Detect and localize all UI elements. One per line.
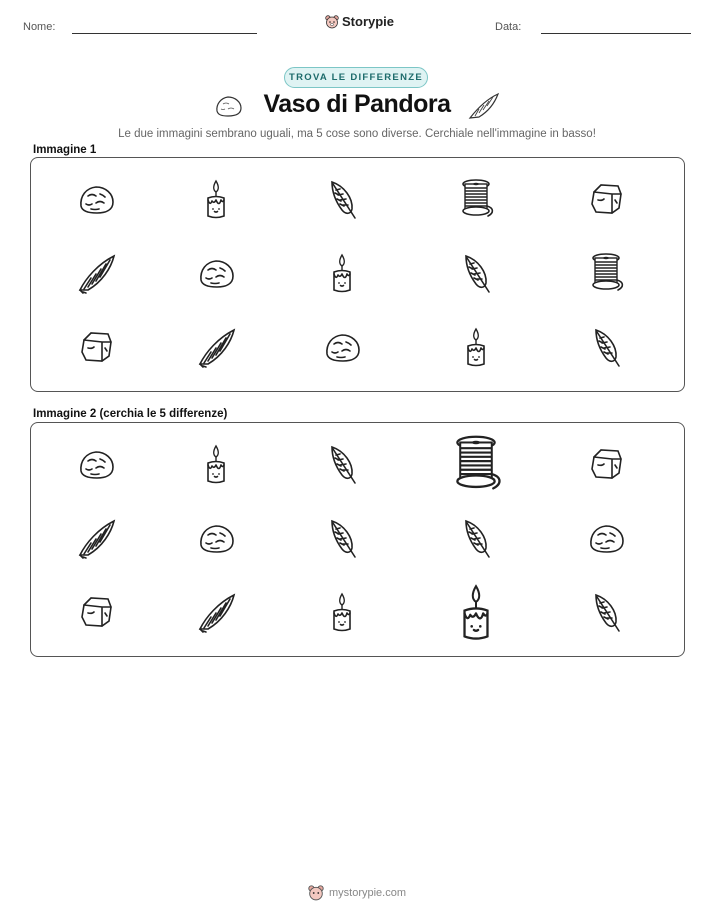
stone-block-icon[interactable]	[586, 441, 626, 487]
thread-spool-icon[interactable]	[446, 431, 506, 497]
rock-icon[interactable]	[76, 176, 116, 222]
candle-icon[interactable]	[322, 589, 362, 635]
feather-icon[interactable]	[586, 589, 626, 635]
page-title: Vaso di Pandora	[263, 90, 451, 118]
candle-icon[interactable]	[446, 579, 506, 645]
feather-icon[interactable]	[322, 176, 362, 222]
title-wing-icon	[467, 91, 501, 121]
rock-icon[interactable]	[322, 324, 362, 370]
wing-icon[interactable]	[76, 515, 116, 561]
candle-icon[interactable]	[456, 324, 496, 370]
rock-icon[interactable]	[196, 515, 236, 561]
instructions: Le due immagini sembrano uguali, ma 5 cose sono diverse. Cerchiale nell'immagine in basso!	[118, 128, 596, 140]
feather-icon[interactable]	[586, 324, 626, 370]
wing-icon[interactable]	[196, 589, 236, 635]
feather-icon[interactable]	[456, 250, 496, 296]
stone-block-icon[interactable]	[76, 324, 116, 370]
brand-logo	[325, 14, 394, 29]
candle-icon[interactable]	[196, 176, 236, 222]
footer-bear-icon	[308, 885, 324, 901]
rock-icon[interactable]	[196, 250, 236, 296]
wing-icon[interactable]	[196, 324, 236, 370]
image2-label: Immagine 2 (cerchia le 5 differenze)	[33, 408, 228, 420]
rock-icon[interactable]	[586, 515, 626, 561]
image1-panel	[30, 157, 685, 392]
feather-icon[interactable]	[322, 441, 362, 487]
feather-icon[interactable]	[322, 515, 362, 561]
stone-block-icon[interactable]	[76, 589, 116, 635]
feather-icon[interactable]	[456, 515, 496, 561]
candle-icon[interactable]	[322, 250, 362, 296]
footer-url: mystorypie.com	[328, 887, 407, 899]
activity-badge: TROVA LE DIFFERENZE	[284, 67, 428, 88]
bear-icon	[325, 15, 339, 29]
candle-icon[interactable]	[196, 441, 236, 487]
rock-icon[interactable]	[76, 441, 116, 487]
thread-spool-icon[interactable]	[456, 176, 496, 222]
name-label: Nome:	[23, 21, 56, 33]
thread-spool-icon[interactable]	[586, 250, 626, 296]
brand-name: Storypie	[342, 14, 395, 29]
name-line[interactable]	[72, 33, 257, 34]
stone-block-icon[interactable]	[586, 176, 626, 222]
image2-panel[interactable]	[30, 422, 685, 657]
image1-label: Immagine 1	[33, 144, 97, 156]
footer	[0, 885, 714, 901]
date-line[interactable]	[541, 33, 691, 34]
date-label: Data:	[495, 21, 522, 33]
wing-icon[interactable]	[76, 250, 116, 296]
